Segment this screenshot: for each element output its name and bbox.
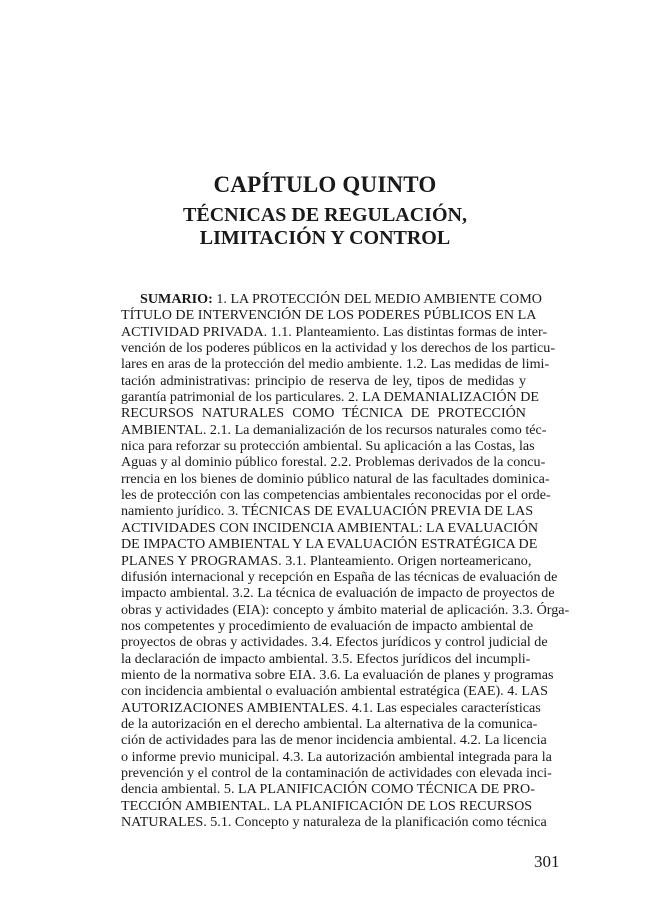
summary-line: vención de los poderes públicos en la actividad y los derechos de los particu- — [121, 340, 556, 357]
chapter-title-line: TÉCNICAS DE REGULACIÓN, — [183, 204, 467, 226]
summary-line: lares en aras de la protección del medio ambiente. 1.2. Las medidas de limi- — [121, 356, 550, 373]
summary-line: dencia ambiental. 5. LA PLANIFICACIÓN COMO TÉCNICA DE PRO- — [121, 781, 535, 798]
summary-line: AUTORIZACIONES AMBIENTALES. 4.1. Las especiales características — [121, 699, 541, 716]
summary-line: RECURSOS NATURALES COMO TÉCNICA DE PROTECCIÓN — [121, 405, 526, 422]
page-number: 301 — [534, 852, 560, 871]
summary-line: ACTIVIDADES CON INCIDENCIA AMBIENTAL: LA EVALUACIÓN — [121, 519, 539, 536]
summary-line: con incidencia ambiental o evaluación ambiental estratégica (EAE). 4. LAS — [121, 683, 548, 700]
summary-line: la declaración de impacto ambiental. 3.5. Efectos jurídicos del incumpli- — [121, 650, 531, 667]
summary-line — [121, 291, 542, 307]
chapter-label: CAPÍTULO QUINTO — [213, 172, 437, 197]
summary-line: TÍTULO DE INTERVENCIÓN DE LOS PODERES PÚBLICOS EN LA — [121, 307, 537, 324]
summary-line: les de protección con las competencias ambientales reconocidas por el orde- — [121, 487, 551, 504]
summary-line: prevención y el control de la contaminación de actividades con elevada inci- — [121, 764, 552, 781]
summary-line: garantía patrimonial de los particulares. 2. LA DEMANIALIZACIÓN DE — [121, 389, 540, 406]
summary-line: nos competentes y procedimiento de evaluación de impacto ambiental de — [121, 617, 534, 634]
summary-line: impacto ambiental. 3.2. La técnica de evaluación de impacto de proyectos de — [121, 585, 555, 602]
summary-line: ACTIVIDAD PRIVADA. 1.1. Planteamiento. Las distintas formas de inter- — [121, 323, 548, 340]
summary-line: proyectos de obras y actividades. 3.4. Efectos jurídicos y control judicial de — [121, 634, 548, 651]
summary-lead: SUMARIO: — [140, 291, 213, 307]
summary-line: tación administrativas: principio de reserva de ley, tipos de medidas y — [121, 372, 526, 389]
summary-line: rrencia en los bienes de dominio público natural de las facultades dominica- — [121, 470, 550, 487]
chapter-title — [0, 204, 650, 250]
summary-line: Aguas y al dominio público forestal. 2.2. Problemas derivados de la concu- — [121, 454, 546, 471]
summary-line: DE IMPACTO AMBIENTAL Y LA EVALUACIÓN ESTRATÉGICA DE — [121, 536, 538, 553]
summary-line: TECCIÓN AMBIENTAL. LA PLANIFICACIÓN DE LOS RECURSOS — [121, 797, 533, 814]
summary-line: AMBIENTAL. 2.1. La demanialización de los recursos naturales como téc- — [121, 421, 547, 438]
summary-line: miento de la normativa sobre EIA. 3.6. La evaluación de planes y programas — [121, 666, 554, 683]
summary-line: de la autorización en el derecho ambiental. La alternativa de la comunica- — [121, 715, 538, 732]
summary-paragraph — [121, 291, 570, 830]
summary-line: NATURALES. 5.1. Concepto y naturaleza de la planificación como técnica — [121, 814, 547, 830]
summary-line: nica para reforzar su protección ambiental. Su aplicación a las Costas, las — [121, 438, 535, 455]
summary-first-line-text: 1. LA PROTECCIÓN DEL MEDIO AMBIENTE COMO — [212, 291, 542, 307]
summary-line: PLANES Y PROGRAMAS. 3.1. Planteamiento. Origen norteamericano, — [121, 552, 532, 569]
summary-line: difusión internacional y recepción en España de las técnicas de evaluación de — [121, 568, 558, 585]
summary-line: ción de actividades para las de menor incidencia ambiental. 4.2. La licencia — [121, 732, 547, 749]
summary-line: o informe previo municipal. 4.3. La autorización ambiental integrada para la — [121, 748, 552, 765]
chapter-title-line: LIMITACIÓN Y CONTROL — [199, 227, 451, 249]
summary-line: obras y actividades (EIA): concepto y ámbito material de aplicación. 3.3. Órga- — [121, 601, 570, 618]
summary-line: namiento jurídico. 3. TÉCNICAS DE EVALUACIÓN PREVIA DE LAS — [121, 503, 534, 520]
